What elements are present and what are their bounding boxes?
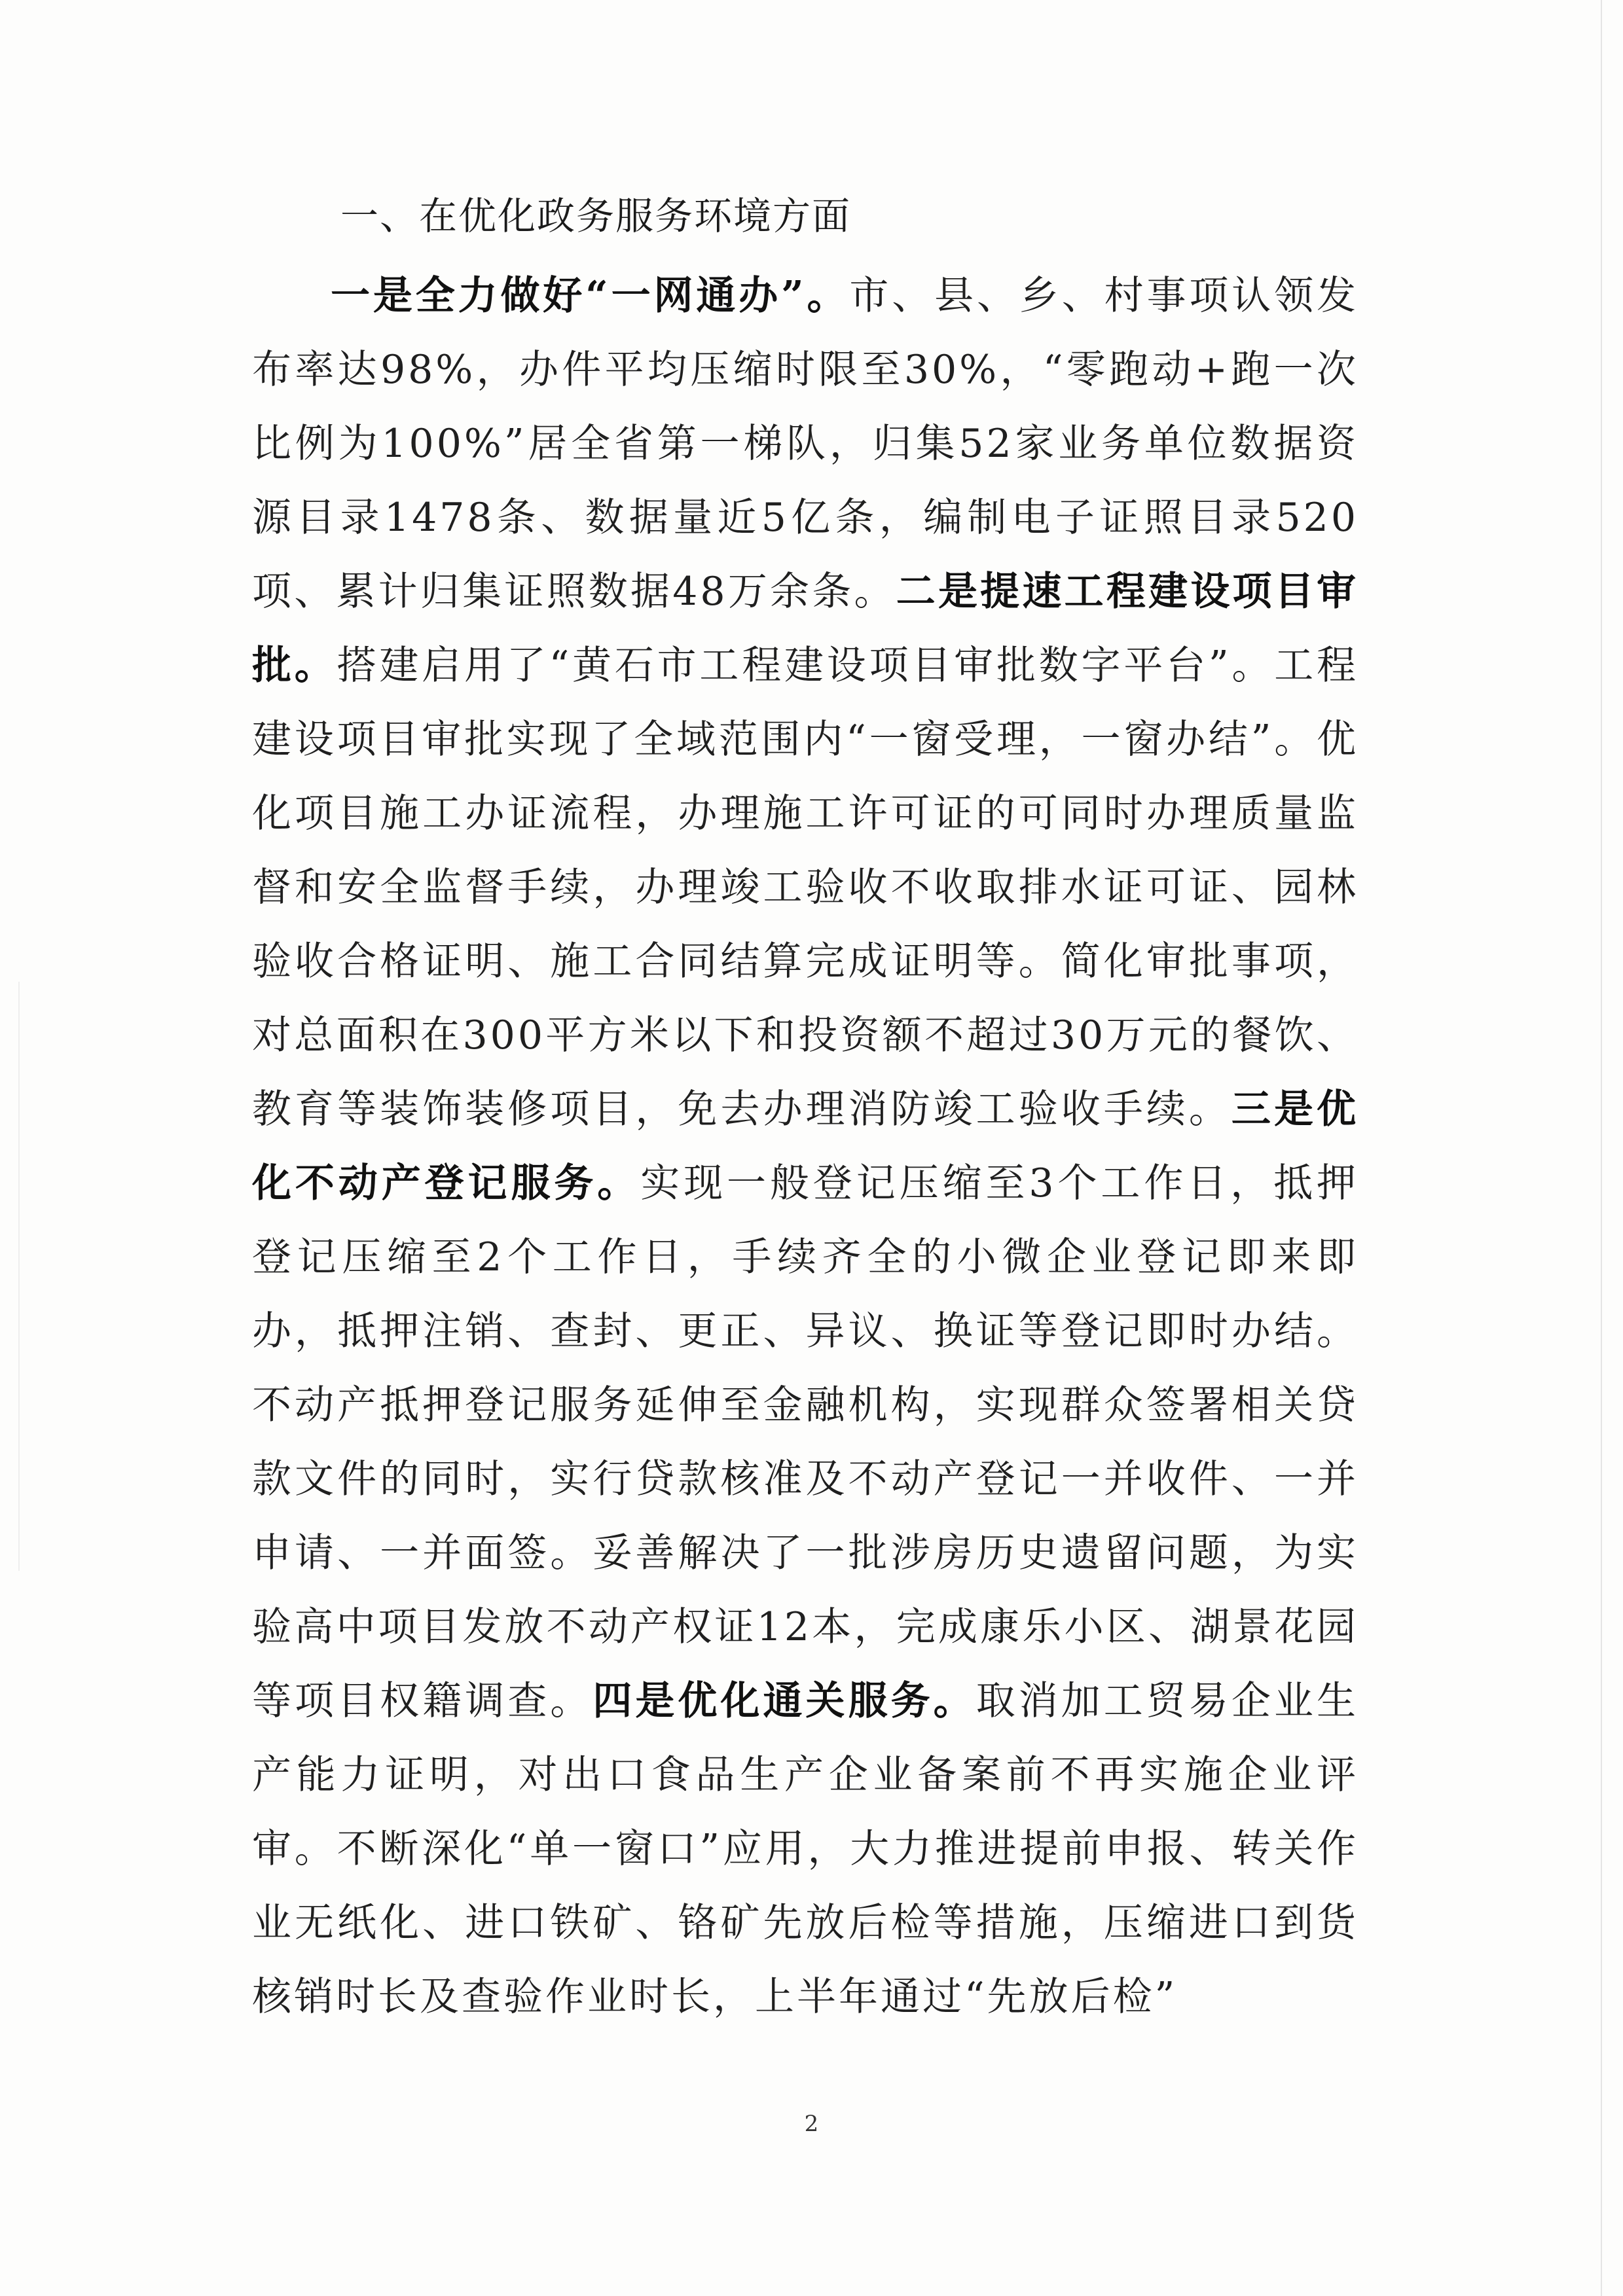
page-number: 2 (804, 2111, 819, 2137)
point-two-text: 搭建启用了“黄石市工程建设项目审批数字平台”。工程建设项目审批实现了全域范围内“一窗受理，一窗办结”。优化项目施工办证流程，办理施工许可证的可同时办理质量监督和安全监督手续，办理竣工验收不收取排水证可证、园林验收合格证明、施工合同结算完成证明等。简化审批事项，对总面积在300平方米以下和投资额不超过30万元的餐饮、教育等装饰装修项目，免去办理消防竣工验收手续。 (252, 643, 1359, 1132)
point-four-heading: 四是优化通关服务。 (593, 1678, 976, 1724)
point-three-text: 实现一般登记压缩至3个工作日，抵押登记压缩至2个工作日，手续齐全的小微企业登记即来即办，抵押注销、查封、更正、异议、换证等登记即时办结。不动产抵押登记服务延伸至金融机构，实现群众签署相关贷款文件的同时，实行贷款核准及不动产登记一并收件、一并申请、一并面签。妥善解决了一批涉房历史遗留问题，为实验高中项目发放不动产权证12本，完成康乐小区、湖景花园等项目权籍调查。 (252, 1160, 1359, 1724)
scan-edge-line (18, 982, 20, 1571)
section-heading: 一、在优化政务服务环境方面 (340, 194, 852, 238)
point-four-text: 取消加工贸易企业生产能力证明，对出口食品生产企业备案前不再实施企业评审。不断深化“单一窗口”应用，大力推进提前申报、转关作业无纸化、进口铁矿、铬矿先放后检等措施，压缩进口到货核销时长及查验作业时长，上半年通过“先放后检” (252, 1678, 1359, 2020)
point-one-heading: 一是全力做好“一网通办”。 (331, 273, 850, 319)
body-paragraph (252, 259, 1359, 2034)
scan-edge-line (1601, 0, 1602, 2296)
point-one-text: 市、县、乡、村事项认领发布率达98%，办件平均压缩时限至30%，“零跑动+跑一次比例为100%”居全省第一梯队，归集52家业务单位数据资源目录1478条、数据量近5亿条，编制电子证照目录520项、累计归集证照数据48万余条。 (252, 273, 1359, 615)
point-three-heading: 三是优化不动产登记服务。 (252, 1086, 1359, 1206)
point-two-heading: 二是提速工程建设项目审批。 (252, 569, 1359, 689)
